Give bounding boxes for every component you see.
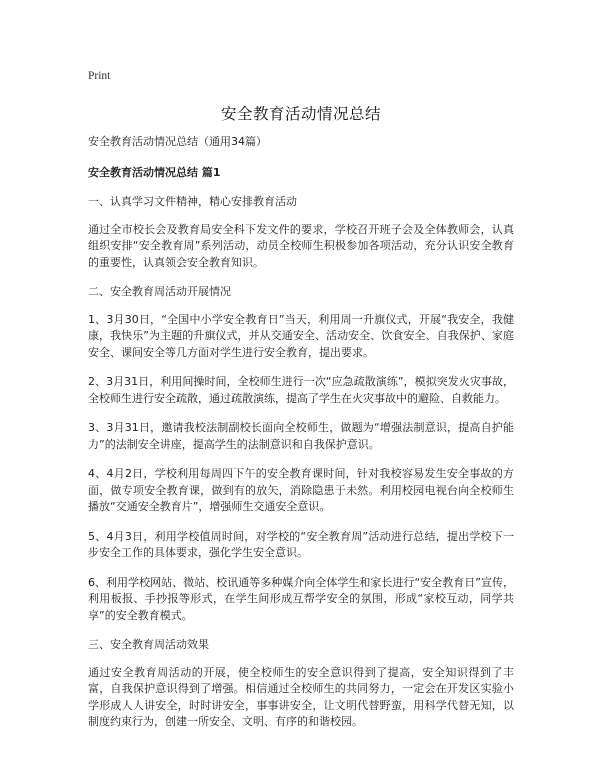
heading-activities: 二、安全教育周活动开展情况: [88, 285, 231, 298]
section-heading: 安全教育活动情况总结 篇1: [88, 165, 221, 179]
paragraph-learning: 通过全市校长会及教育局安全科下发文件的要求，学校召开班子会及全体教师会，认真组织安排“安全教育周”系列活动，动员全校师生积极参加各项活动，充分认识安全教育的重要性，认真领会安全教育知识。: [88, 222, 514, 269]
document-content: [88, 134, 514, 744]
paragraph-activity-3: 3、3月31日，邀请我校法制副校长面向全校师生，做题为“增强法制意识，提高自护能力”的法制安全讲座，提高学生的法制意识和自我保护意识。: [88, 421, 514, 451]
paragraph-activity-2: 2、3月31日，利用间操时间，全校师生进行一次“应急疏散演练”，模拟突发火灾事故，全校师生进行安全疏散，通过疏散演练，提高了学生在火灾事故中的避险、自救能力。: [88, 375, 514, 405]
heading-effects: 三、安全教育周活动效果: [88, 638, 209, 651]
paragraph-activity-5: 5、4月3日，利用学校值周时间，对学校的“安全教育周”活动进行总结，提出学校下一步安全工作的具体要求，强化学生安全意识。: [88, 529, 514, 559]
document-title: 安全教育活动情况总结: [220, 105, 381, 123]
print-link[interactable]: Print: [88, 70, 111, 82]
paragraph-effects: 通过安全教育周活动的开展，使全校师生的安全意识得到了提高，安全知识得到了丰富，自我保护意识得到了增强。相信通过全校师生的共同努力，一定会在开发区实验小学形成人人讲安全，时时讲安全，事事讲安全，让文明代替野蛮，用科学代替无知，以制度约束行为，创建一所安全、文明、有序的和谐校园。: [88, 665, 514, 728]
document-subtitle: 安全教育活动情况总结（通用34篇）: [88, 135, 267, 148]
heading-learning: 一、认真学习文件精神，精心安排教育活动: [88, 195, 297, 208]
paragraph-activity-6: 6、利用学校网站、微站、校讯通等多种媒介向全体学生和家长进行“安全教育日”宣传，利用板报、手抄报等形式，在学生间形成互帮学安全的氛围，形成“家校互动，同学共享”的安全教育模式。: [88, 575, 514, 622]
paragraph-activity-1: 1、3月30日，“全国中小学安全教育日”当天，利用周一升旗仪式，开展“我安全，我健康，我快乐”为主题的升旗仪式，并从交通安全、活动安全、饮食安全、自我保护、家庭安全、课间安全等几方面对学生进行安全教育，提出要求。: [88, 312, 514, 359]
paragraph-activity-4: 4、4月2日，学校利用每周四下午的安全教育课时间，针对我校容易发生安全事故的方面，做专项安全教育课，做到有的放矢，消除隐患于未然。利用校园电视台向全校师生播放“交通安全教育片”，增强师生交通安全意识。: [88, 467, 514, 513]
